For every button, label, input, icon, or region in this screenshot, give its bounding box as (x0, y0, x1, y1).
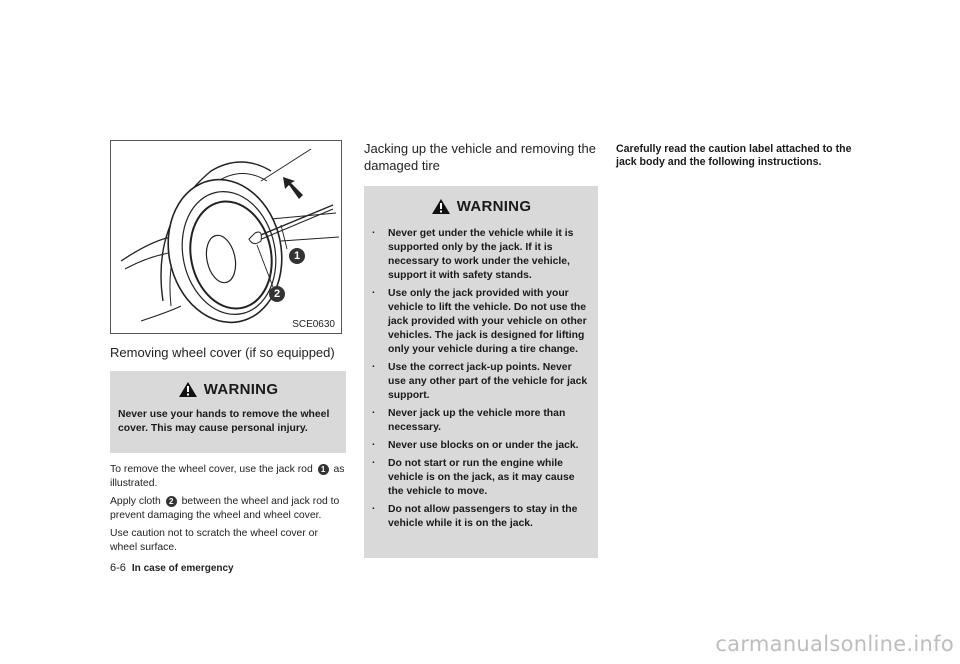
paragraph-caution: Use caution not to scratch the wheel cover or wheel surface. (110, 528, 318, 553)
callout-2-inline: 2 (166, 496, 177, 507)
chapter-title: In case of emergency (131, 563, 234, 574)
site-watermark: carmanualsonline.info (715, 632, 954, 656)
paragraph-jack-rod (110, 463, 346, 491)
list-item: . Use only the jack provided with your vehicle to lift the vehicle. Do not use the jack provided with your vehicle on other vehicles. The jack is designed for lifting only your vehicle during a tire change. (372, 287, 590, 357)
list-item: . Never jack up the vehicle more than necessary. (372, 407, 590, 435)
jacking-warning-list (372, 227, 590, 531)
caution-label-note: Carefully read the caution label attached to the jack body and the following instructions. (616, 143, 852, 168)
list-item: . Use the correct jack-up points. Never use any other part of the vehicle for jack support. (372, 361, 590, 403)
para2-start: Apply cloth (110, 496, 161, 507)
warning-title (110, 371, 346, 398)
section-heading-wheel-cover: Removing wheel cover (if so equipped) (110, 345, 335, 360)
para1-end: as illustrated. (110, 464, 345, 489)
column-3 (616, 143, 852, 169)
warning-triangle-icon (431, 198, 451, 215)
warning-title-text: WARNING (203, 381, 279, 398)
section-heading-jacking: Jacking up the vehicle and removing the damaged tire (364, 141, 596, 173)
list-item: . Do not allow passengers to stay in the vehicle while it is on the jack. (372, 503, 590, 531)
warning-box-jacking (364, 186, 598, 558)
column-2 (364, 140, 598, 558)
callout-1: 1 (289, 248, 305, 264)
callout-1-inline: 1 (318, 464, 329, 475)
wheel-cover-illustration (110, 140, 342, 334)
warning-box-wheel-cover (110, 371, 346, 453)
page-footer (110, 562, 234, 574)
para2-end: between the wheel and jack rod to prevent damaging the wheel and wheel cover. (110, 496, 340, 521)
list-item: . Never get under the vehicle while it is supported only by the jack. If it is necessary to work under the vehicle, support it with safety stands. (372, 227, 590, 283)
warning-triangle-icon (178, 381, 198, 398)
wheel-drawing (111, 141, 343, 335)
warning-title-jacking (372, 186, 590, 215)
paragraph-cloth (110, 495, 346, 523)
warning-title-text: WARNING (456, 198, 532, 215)
figure-code: SCE0630 (292, 319, 335, 330)
column-1 (110, 344, 346, 555)
callout-2: 2 (269, 286, 285, 302)
wheel-cover-instructions (110, 463, 346, 555)
list-item: . Never use blocks on or under the jack. (372, 439, 590, 453)
page-number: 6-6 (110, 562, 126, 574)
para1-start: To remove the wheel cover, use the jack rod (110, 464, 313, 475)
list-item: . Do not start or run the engine while vehicle is on the jack, as it may cause the vehicle to move. (372, 457, 590, 499)
warning-text: Never use your hands to remove the wheel cover. This may cause personal injury. (118, 409, 330, 434)
